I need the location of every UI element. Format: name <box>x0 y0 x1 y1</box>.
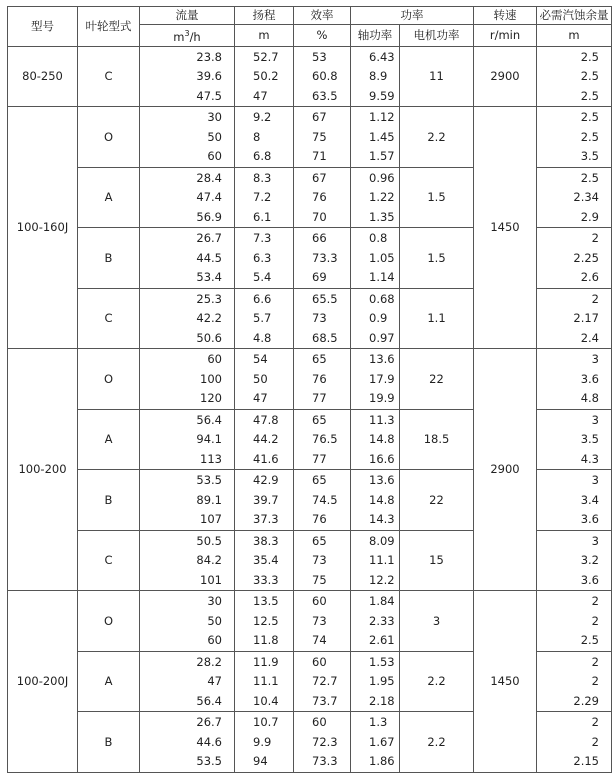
npsh-value: 3 <box>591 473 599 488</box>
npsh-value: 2.5 <box>580 129 599 144</box>
motor-power-cell: 2.2 <box>400 712 474 773</box>
shaft-power-value: 1.67 <box>369 734 395 749</box>
shaft-power-value: 1.57 <box>369 149 395 164</box>
flow-unit-sup: 3 <box>184 29 190 38</box>
flow-value: 30 <box>207 110 222 125</box>
flow-cell <box>140 288 235 349</box>
npsh-value: 3 <box>591 352 599 367</box>
efficiency-value: 73 <box>312 613 327 628</box>
efficiency-value: 69 <box>312 270 327 285</box>
npsh-value: 3.2 <box>580 553 599 568</box>
shaft-power-value: 1.14 <box>369 270 395 285</box>
efficiency-value: 67 <box>312 110 327 125</box>
efficiency-value: 65 <box>312 533 327 548</box>
impeller-cell: B <box>78 712 140 773</box>
head-value: 52.7 <box>253 49 279 64</box>
npsh-cell <box>537 167 612 228</box>
npsh-cell <box>537 712 612 773</box>
npsh-cell <box>537 288 612 349</box>
motor-power-cell: 3 <box>400 591 474 652</box>
npsh-value: 2.5 <box>580 110 599 125</box>
head-cell <box>235 651 294 712</box>
header-model: 型号 <box>8 7 78 47</box>
shaft-power-value: 14.8 <box>369 432 395 447</box>
header-motor-power: 电机功率 <box>400 25 474 47</box>
efficiency-value: 67 <box>312 170 327 185</box>
npsh-cell <box>537 349 612 410</box>
shaft-power-value: 1.3 <box>369 715 388 730</box>
head-value: 10.4 <box>253 693 279 708</box>
flow-value: 50.6 <box>196 330 222 345</box>
head-value: 39.7 <box>253 492 279 507</box>
shaft-power-cell <box>351 651 400 712</box>
efficiency-cell <box>294 228 351 289</box>
shaft-power-value: 1.86 <box>369 754 395 769</box>
shaft-power-value: 12.2 <box>369 572 395 587</box>
flow-cell <box>140 107 235 168</box>
head-cell <box>235 349 294 410</box>
flow-value: 94.1 <box>196 432 222 447</box>
efficiency-value: 73.3 <box>312 250 338 265</box>
flow-cell <box>140 530 235 591</box>
header-efficiency-unit: % <box>294 25 351 47</box>
efficiency-cell <box>294 409 351 470</box>
npsh-value: 2 <box>591 231 599 246</box>
efficiency-value: 68.5 <box>312 330 338 345</box>
flow-cell <box>140 409 235 470</box>
flow-unit-tail: /h <box>189 29 201 44</box>
npsh-value: 2 <box>591 291 599 306</box>
flow-value: 50 <box>207 613 222 628</box>
header-shaft-power: 轴功率 <box>351 25 400 47</box>
efficiency-value: 60 <box>312 715 327 730</box>
npsh-value: 2.29 <box>573 693 599 708</box>
flow-value: 39.6 <box>196 69 222 84</box>
npsh-cell <box>537 591 612 652</box>
header-speed-unit: r/min <box>474 25 537 47</box>
table-row <box>8 349 612 410</box>
npsh-value: 2.6 <box>580 270 599 285</box>
shaft-power-value: 13.6 <box>369 473 395 488</box>
flow-cell <box>140 228 235 289</box>
efficiency-value: 60 <box>312 594 327 609</box>
efficiency-value: 76 <box>312 512 327 527</box>
shaft-power-value: 16.6 <box>369 451 395 466</box>
efficiency-cell <box>294 349 351 410</box>
efficiency-value: 73.7 <box>312 693 338 708</box>
efficiency-value: 76 <box>312 190 327 205</box>
flow-cell <box>140 591 235 652</box>
efficiency-value: 60 <box>312 654 327 669</box>
flow-value: 89.1 <box>196 492 222 507</box>
head-value: 35.4 <box>253 553 279 568</box>
head-value: 50 <box>253 371 268 386</box>
npsh-value: 2.17 <box>573 311 599 326</box>
motor-power-cell: 15 <box>400 530 474 591</box>
head-value: 8.3 <box>253 170 272 185</box>
efficiency-value: 73.3 <box>312 754 338 769</box>
motor-power-cell: 1.1 <box>400 288 474 349</box>
table-body <box>8 46 612 772</box>
shaft-power-value: 9.59 <box>369 88 395 103</box>
efficiency-cell <box>294 591 351 652</box>
header-head-unit: m <box>235 25 294 47</box>
model-cell: 100-200J <box>8 591 78 773</box>
flow-value: 28.4 <box>196 170 222 185</box>
head-value: 38.3 <box>253 533 279 548</box>
motor-power-cell: 11 <box>400 46 474 107</box>
impeller-cell: C <box>78 288 140 349</box>
flow-value: 44.5 <box>196 250 222 265</box>
shaft-power-value: 11.3 <box>369 412 395 427</box>
efficiency-value: 74.5 <box>312 492 338 507</box>
header-head: 扬程 <box>235 7 294 25</box>
flow-value: 50.5 <box>196 533 222 548</box>
flow-value: 42.2 <box>196 311 222 326</box>
shaft-power-cell <box>351 46 400 107</box>
head-value: 11.9 <box>253 654 279 669</box>
head-value: 94 <box>253 754 268 769</box>
head-value: 13.5 <box>253 594 279 609</box>
head-value: 41.6 <box>253 451 279 466</box>
npsh-value: 3 <box>591 533 599 548</box>
flow-value: 56.4 <box>196 412 222 427</box>
shaft-power-value: 6.43 <box>369 49 395 64</box>
speed-cell: 2900 <box>474 46 537 107</box>
flow-value: 107 <box>200 512 222 527</box>
efficiency-cell <box>294 107 351 168</box>
efficiency-value: 76.5 <box>312 432 338 447</box>
head-value: 6.1 <box>253 209 272 224</box>
efficiency-value: 65 <box>312 473 327 488</box>
header-flow-unit <box>140 25 235 47</box>
flow-value: 50 <box>207 129 222 144</box>
npsh-value: 3.6 <box>580 512 599 527</box>
shaft-power-cell <box>351 409 400 470</box>
head-value: 8 <box>253 129 261 144</box>
flow-cell <box>140 470 235 531</box>
efficiency-cell <box>294 46 351 107</box>
npsh-value: 2.9 <box>580 209 599 224</box>
shaft-power-cell <box>351 712 400 773</box>
model-cell: 100-200 <box>8 349 78 591</box>
efficiency-cell <box>294 530 351 591</box>
efficiency-value: 75 <box>312 572 327 587</box>
impeller-cell: B <box>78 470 140 531</box>
shaft-power-value: 19.9 <box>369 391 395 406</box>
header-speed: 转速 <box>474 7 537 25</box>
shaft-power-value: 0.8 <box>369 231 388 246</box>
flow-cell <box>140 46 235 107</box>
table-row <box>8 46 612 107</box>
motor-power-cell: 2.2 <box>400 651 474 712</box>
efficiency-value: 60.8 <box>312 69 338 84</box>
efficiency-cell <box>294 470 351 531</box>
head-cell <box>235 470 294 531</box>
model-cell: 100-160J <box>8 107 78 349</box>
npsh-value: 2.15 <box>573 754 599 769</box>
speed-cell: 1450 <box>474 107 537 349</box>
head-cell <box>235 409 294 470</box>
head-value: 6.6 <box>253 291 272 306</box>
impeller-cell: B <box>78 228 140 289</box>
efficiency-value: 71 <box>312 149 327 164</box>
efficiency-value: 63.5 <box>312 88 338 103</box>
npsh-cell <box>537 651 612 712</box>
head-value: 47 <box>253 391 268 406</box>
flow-value: 53.5 <box>196 473 222 488</box>
flow-cell <box>140 349 235 410</box>
shaft-power-cell <box>351 530 400 591</box>
flow-cell <box>140 712 235 773</box>
shaft-power-cell <box>351 470 400 531</box>
header-flow: 流量 <box>140 7 235 25</box>
head-cell <box>235 288 294 349</box>
head-value: 50.2 <box>253 69 279 84</box>
flow-value: 60 <box>207 633 222 648</box>
speed-cell: 2900 <box>474 349 537 591</box>
impeller-cell: O <box>78 107 140 168</box>
flow-value: 100 <box>200 371 222 386</box>
shaft-power-value: 14.8 <box>369 492 395 507</box>
efficiency-cell <box>294 288 351 349</box>
npsh-value: 2.5 <box>580 49 599 64</box>
impeller-cell: O <box>78 591 140 652</box>
efficiency-value: 73 <box>312 553 327 568</box>
npsh-cell <box>537 470 612 531</box>
npsh-value: 3.5 <box>580 432 599 447</box>
flow-value: 25.3 <box>196 291 222 306</box>
flow-value: 120 <box>200 391 222 406</box>
efficiency-cell <box>294 651 351 712</box>
shaft-power-value: 1.95 <box>369 674 395 689</box>
shaft-power-value: 8.09 <box>369 533 395 548</box>
head-value: 10.7 <box>253 715 279 730</box>
head-value: 44.2 <box>253 432 279 447</box>
shaft-power-value: 1.45 <box>369 129 395 144</box>
efficiency-value: 65 <box>312 352 327 367</box>
head-value: 42.9 <box>253 473 279 488</box>
head-value: 7.2 <box>253 190 272 205</box>
head-cell <box>235 167 294 228</box>
shaft-power-value: 1.12 <box>369 110 395 125</box>
head-value: 37.3 <box>253 512 279 527</box>
efficiency-cell <box>294 712 351 773</box>
shaft-power-value: 0.96 <box>369 170 395 185</box>
flow-cell <box>140 651 235 712</box>
shaft-power-cell <box>351 591 400 652</box>
head-cell <box>235 712 294 773</box>
flow-unit-base: m <box>173 29 185 44</box>
npsh-value: 2 <box>591 734 599 749</box>
npsh-value: 2.5 <box>580 88 599 103</box>
flow-value: 101 <box>200 572 222 587</box>
npsh-value: 2.34 <box>573 190 599 205</box>
header-npsh-unit: m <box>537 25 612 47</box>
efficiency-value: 75 <box>312 129 327 144</box>
npsh-cell <box>537 530 612 591</box>
efficiency-value: 65 <box>312 412 327 427</box>
shaft-power-value: 1.22 <box>369 190 395 205</box>
flow-value: 44.6 <box>196 734 222 749</box>
npsh-value: 2.5 <box>580 170 599 185</box>
shaft-power-value: 1.53 <box>369 654 395 669</box>
motor-power-cell: 1.5 <box>400 228 474 289</box>
shaft-power-value: 1.35 <box>369 209 395 224</box>
motor-power-cell: 2.2 <box>400 107 474 168</box>
motor-power-cell: 22 <box>400 470 474 531</box>
head-cell <box>235 107 294 168</box>
impeller-cell: C <box>78 530 140 591</box>
head-value: 5.4 <box>253 270 272 285</box>
head-value: 11.1 <box>253 674 279 689</box>
head-value: 5.7 <box>253 311 272 326</box>
efficiency-value: 66 <box>312 231 327 246</box>
motor-power-cell: 22 <box>400 349 474 410</box>
shaft-power-cell <box>351 167 400 228</box>
flow-value: 47.5 <box>196 88 222 103</box>
impeller-cell: O <box>78 349 140 410</box>
flow-value: 60 <box>207 149 222 164</box>
head-value: 47 <box>253 88 268 103</box>
efficiency-cell <box>294 167 351 228</box>
speed-cell: 1450 <box>474 591 537 773</box>
head-cell <box>235 228 294 289</box>
flow-value: 47.4 <box>196 190 222 205</box>
npsh-cell <box>537 107 612 168</box>
efficiency-value: 72.7 <box>312 674 338 689</box>
flow-value: 26.7 <box>196 231 222 246</box>
head-value: 7.3 <box>253 231 272 246</box>
head-cell <box>235 530 294 591</box>
efficiency-value: 77 <box>312 451 327 466</box>
head-value: 12.5 <box>253 613 279 628</box>
impeller-cell: C <box>78 46 140 107</box>
npsh-value: 3.6 <box>580 371 599 386</box>
efficiency-value: 72.3 <box>312 734 338 749</box>
header-npsh: 必需汽蚀余量 <box>537 7 612 25</box>
flow-value: 56.4 <box>196 693 222 708</box>
flow-value: 113 <box>200 451 222 466</box>
flow-value: 47 <box>207 674 222 689</box>
flow-value: 60 <box>207 352 222 367</box>
head-value: 4.8 <box>253 330 272 345</box>
header-impeller: 叶轮型式 <box>78 7 140 47</box>
flow-value: 53.4 <box>196 270 222 285</box>
npsh-value: 2.25 <box>573 250 599 265</box>
pump-performance-table <box>7 6 612 773</box>
shaft-power-value: 8.9 <box>369 69 388 84</box>
efficiency-value: 76 <box>312 371 327 386</box>
efficiency-value: 77 <box>312 391 327 406</box>
impeller-cell: A <box>78 167 140 228</box>
efficiency-value: 74 <box>312 633 327 648</box>
shaft-power-value: 0.9 <box>369 311 388 326</box>
npsh-value: 4.3 <box>580 451 599 466</box>
head-value: 6.8 <box>253 149 272 164</box>
shaft-power-value: 1.05 <box>369 250 395 265</box>
efficiency-value: 53 <box>312 49 327 64</box>
npsh-value: 4.8 <box>580 391 599 406</box>
head-cell <box>235 591 294 652</box>
shaft-power-cell <box>351 349 400 410</box>
npsh-value: 2.4 <box>580 330 599 345</box>
shaft-power-value: 11.1 <box>369 553 395 568</box>
flow-value: 56.9 <box>196 209 222 224</box>
npsh-value: 2 <box>591 674 599 689</box>
shaft-power-value: 1.84 <box>369 594 395 609</box>
npsh-value: 3.4 <box>580 492 599 507</box>
npsh-value: 2 <box>591 613 599 628</box>
impeller-cell: A <box>78 651 140 712</box>
flow-value: 30 <box>207 594 222 609</box>
flow-value: 84.2 <box>196 553 222 568</box>
efficiency-value: 73 <box>312 311 327 326</box>
table-row <box>8 591 612 652</box>
shaft-power-cell <box>351 107 400 168</box>
shaft-power-cell <box>351 288 400 349</box>
shaft-power-value: 14.3 <box>369 512 395 527</box>
shaft-power-cell <box>351 228 400 289</box>
npsh-value: 2 <box>591 715 599 730</box>
efficiency-value: 70 <box>312 209 327 224</box>
shaft-power-value: 0.68 <box>369 291 395 306</box>
motor-power-cell: 18.5 <box>400 409 474 470</box>
npsh-cell <box>537 228 612 289</box>
head-value: 54 <box>253 352 268 367</box>
head-value: 47.8 <box>253 412 279 427</box>
flow-value: 28.2 <box>196 654 222 669</box>
npsh-cell <box>537 46 612 107</box>
efficiency-value: 65.5 <box>312 291 338 306</box>
shaft-power-value: 2.18 <box>369 693 395 708</box>
model-cell: 80-250 <box>8 46 78 107</box>
shaft-power-value: 0.97 <box>369 330 395 345</box>
head-value: 6.3 <box>253 250 272 265</box>
flow-value: 26.7 <box>196 715 222 730</box>
npsh-value: 2 <box>591 654 599 669</box>
shaft-power-value: 2.61 <box>369 633 395 648</box>
head-value: 9.9 <box>253 734 272 749</box>
header-efficiency: 效率 <box>294 7 351 25</box>
shaft-power-value: 17.9 <box>369 371 395 386</box>
flow-value: 23.8 <box>196 49 222 64</box>
table-row <box>8 107 612 168</box>
shaft-power-value: 13.6 <box>369 352 395 367</box>
npsh-value: 2.5 <box>580 633 599 648</box>
head-cell <box>235 46 294 107</box>
header-power: 功率 <box>351 7 474 25</box>
head-value: 11.8 <box>253 633 279 648</box>
impeller-cell: A <box>78 409 140 470</box>
npsh-value: 2.5 <box>580 69 599 84</box>
npsh-value: 3 <box>591 412 599 427</box>
npsh-value: 3.5 <box>580 149 599 164</box>
flow-value: 53.5 <box>196 754 222 769</box>
motor-power-cell: 1.5 <box>400 167 474 228</box>
shaft-power-value: 2.33 <box>369 613 395 628</box>
npsh-value: 3.6 <box>580 572 599 587</box>
head-value: 33.3 <box>253 572 279 587</box>
npsh-cell <box>537 409 612 470</box>
head-value: 9.2 <box>253 110 272 125</box>
npsh-value: 2 <box>591 594 599 609</box>
flow-cell <box>140 167 235 228</box>
